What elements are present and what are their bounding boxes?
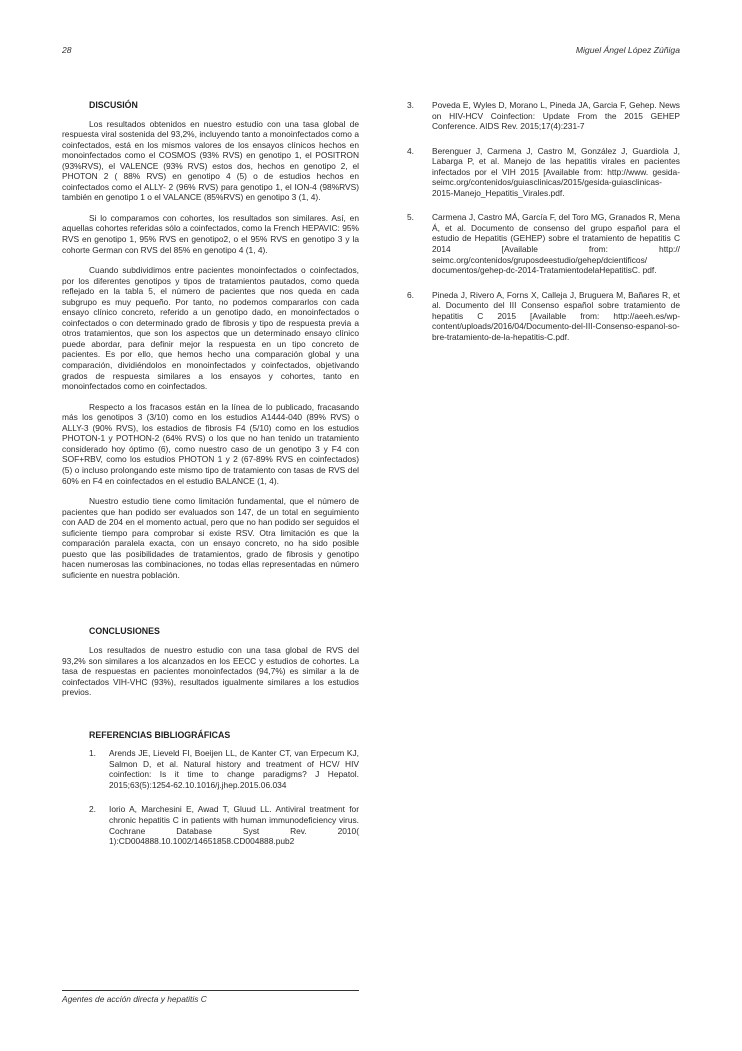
reference-number: 6. — [407, 289, 414, 300]
reference-number: 1. — [89, 748, 96, 759]
reference-item — [407, 100, 680, 132]
reference-item — [62, 748, 359, 790]
reference-item — [407, 212, 680, 275]
reference-text: Poveda E, Wyles D, Morano L, Pineda JA, Garcia F, Gehep. News on HIV-HCV Coinfection: Update From the 2015 GEHEP Conference. AIDS Rev. 2015;17(4):231-7 — [432, 100, 680, 132]
reference-number: 4. — [407, 145, 414, 156]
reference-text: Iorio A, Marchesini E, Awad T, Gluud LL. Antiviral treatment for chronic hepatitis C in patients with human immunodeficiency virus. Cochrane Database Syst Rev. 2010( 1):CD004888.10.1002/14651858.CD004888.pub2 — [109, 804, 359, 847]
reference-text: Arends JE, Lieveld FI, Boeijen LL, de Kanter CT, van Erpecum KJ, Salmon D, et al. Natural history and treatment of HCV/ HIV coinfection: Is it time to change paradigms? J Hepatol. 2015;63(5):1254-62.10.1016/j.jhep.2015.06.034 — [109, 748, 359, 790]
section-heading-conclusiones: CONCLUSIONES — [89, 626, 160, 637]
reference-number: 2. — [89, 804, 96, 815]
reference-number: 5. — [407, 212, 414, 223]
left-column — [62, 100, 359, 847]
reference-item — [407, 146, 680, 199]
section-heading-referencias: REFERENCIAS BIBLIOGRÁFICAS — [89, 729, 231, 740]
discusion-paragraph-2: Si lo comparamos con cohortes, los resultados son similares. Así, en aquellas cohortes referidas sólo a coinfectados, como la French HEPAVIC: 95% RVS en genotipo 1, 95% RVS en genotipo2, o el 95% RVS en genotipo 3 y la cohorte German con RVS del 85% en genotipo 4 (1, 4). — [62, 212, 359, 255]
discusion-paragraph-3: Cuando subdividimos entre pacientes monoinfectados o coinfectados, por los diferentes genotipos y tipos de tratamientos pautados, como queda reflejado en la tabla 5, el número de pacientes que nos queda en cada subgrupo es muy pequeño. Por tanto, no podemos compararlos con cada ensayo clínico concreto, referido a un genotipo dado, en monoinfectados o coinfectados o con determinado grado de fibrosis y tipo de respuesta previa a otros tratamientos, que son los aspectos que un determinado ensayo clínico puede abordar, para definir mejor la respuesta en un tipo concreto de pacientes. Es por ello, que hemos hecho una comparación global y una comparación, dividiéndolos en monoinfectados y coinfectados, objetivando grados de respuesta similares a los ensayos y cohortes, tanto en monoinfectados como en coinfectados. — [62, 265, 359, 392]
page-number: 28 — [62, 45, 72, 55]
reference-text: Berenguer J, Carmena J, Castro M, González J, Guardiola J, Labarga P, et al. Manejo de las hepatitis virales en pacientes infectados por el VIH 2015 [Available from: http://www. gesida-seimc.org/contenidos/guiasclinicas/2015/gesida-guiasclinicas-2015-Manejo_Hepatitis_Virales.pdf. — [432, 145, 680, 198]
right-column — [407, 100, 680, 342]
reference-item — [407, 290, 680, 343]
reference-text: Pineda J, Rivero A, Forns X, Calleja J, Bruguera M, Bañares R, et al. Documento del III Consenso español sobre tratamiento de hepatitis C 2015 [Available from: http://aeeh.es/wp-content/uploads/2016/04/Documento-del-III-Consenso-espanol-so-bre-tratamiento-de-la-hepatitis-C.pdf. — [432, 289, 680, 342]
footer-divider — [62, 990, 359, 991]
section-heading-discusion: DISCUSIÓN — [89, 100, 138, 110]
running-footer: Agentes de acción directa y hepatitis C — [62, 994, 207, 1004]
reference-item — [62, 804, 359, 846]
reference-text: Carmena J, Castro MÁ, García F, del Toro MG, Granados R, Mena Á, et al. Documento de consenso del grupo español para el estudio de Hepatitis (GEHEP) sobre el tratamiento de hepatitis C 2014 [Available from: http:// seimc.org/contenidos/gruposdeestudio/gehep/dcientificos/ documentos/gehep-dc-2014-TratamientodelaHepatitisC. pdf. — [432, 212, 680, 276]
running-header-author: Miguel Ángel López Zúñiga — [575, 45, 680, 55]
conclusiones-paragraph: Los resultados de nuestro estudio con una tasa global de RVS del 93,2% son similares a los alcanzados en los EECC y estudios de cohortes. La tasa de respuestas en pacientes monoinfectados (94,7%) es similar a la de coinfectados VIH-VHC (93%), resultados igualmente similares a los estudios previos. — [62, 644, 359, 698]
reference-number: 3. — [407, 100, 414, 110]
discusion-paragraph-5: Nuestro estudio tiene como limitación fundamental, que el número de pacientes que han podido ser evaluados son 147, de un total en seguimiento con AAD de 204 en el momento actual, pero que no han podido ser seguidos el suficiente tiempo para comprobar si existe RSV. Otra limitación es que la comparación paralela exacta, con un ensayo concreto, no ha sido posible puesto que las posibilidades de tratamientos, grado de fibrosis y genotipo hacen numerosas las combinaciones, no todas ellas representadas en número suficiente en nuestra población. — [62, 496, 359, 580]
discusion-paragraph-1: Los resultados obtenidos en nuestro estudio con una tasa global de respuesta viral sostenida del 93,2%, incluyendo tanto a monoinfectados como a coinfectados, está en los mismos valores de los ensayos clínicos hechos en monoinfectados como el COSMOS (93% RVS) en genotipo 1, el POSITRON (93%RVS), el VALENCE (93% RVS) estos dos, hechos en genotipo 2, el PHOTON 2 ( 88% RVS) en genotipo 4 (5) o de estudios hechos en coinfectados como el ALLY- 2 (96% RVS) para genotipo 1, el ION-4 (98%RVS) también en genotipo 1 o el VALANCE (85%RVS) en genotipo 3 (1, 4). — [62, 118, 359, 203]
discusion-paragraph-4: Respecto a los fracasos están en la línea de lo publicado, fracasando más los genotipos 3 (3/10) como en los estudios A1444-040 (89% RVS) o ALLY-3 (90% RVS), los estadios de fibrosis F4 (5/10) como en los estudios PHOTON-1 y POTHON-2 (64% RVS) o los que no han tenido un tratamiento considerado hoy óptimo (6), como nuestro caso de un genotipo 3 y F4 con SOF+RBV, como los estudios PHOTON 1 y 2 (67-89% RVS en coinfectados) (5) o incluso prolongando este mismo tipo de tratamiento con tasas de RVS del 60% en F4 en coinfectados en el estudio BALANCE (1, 4). — [62, 401, 359, 486]
